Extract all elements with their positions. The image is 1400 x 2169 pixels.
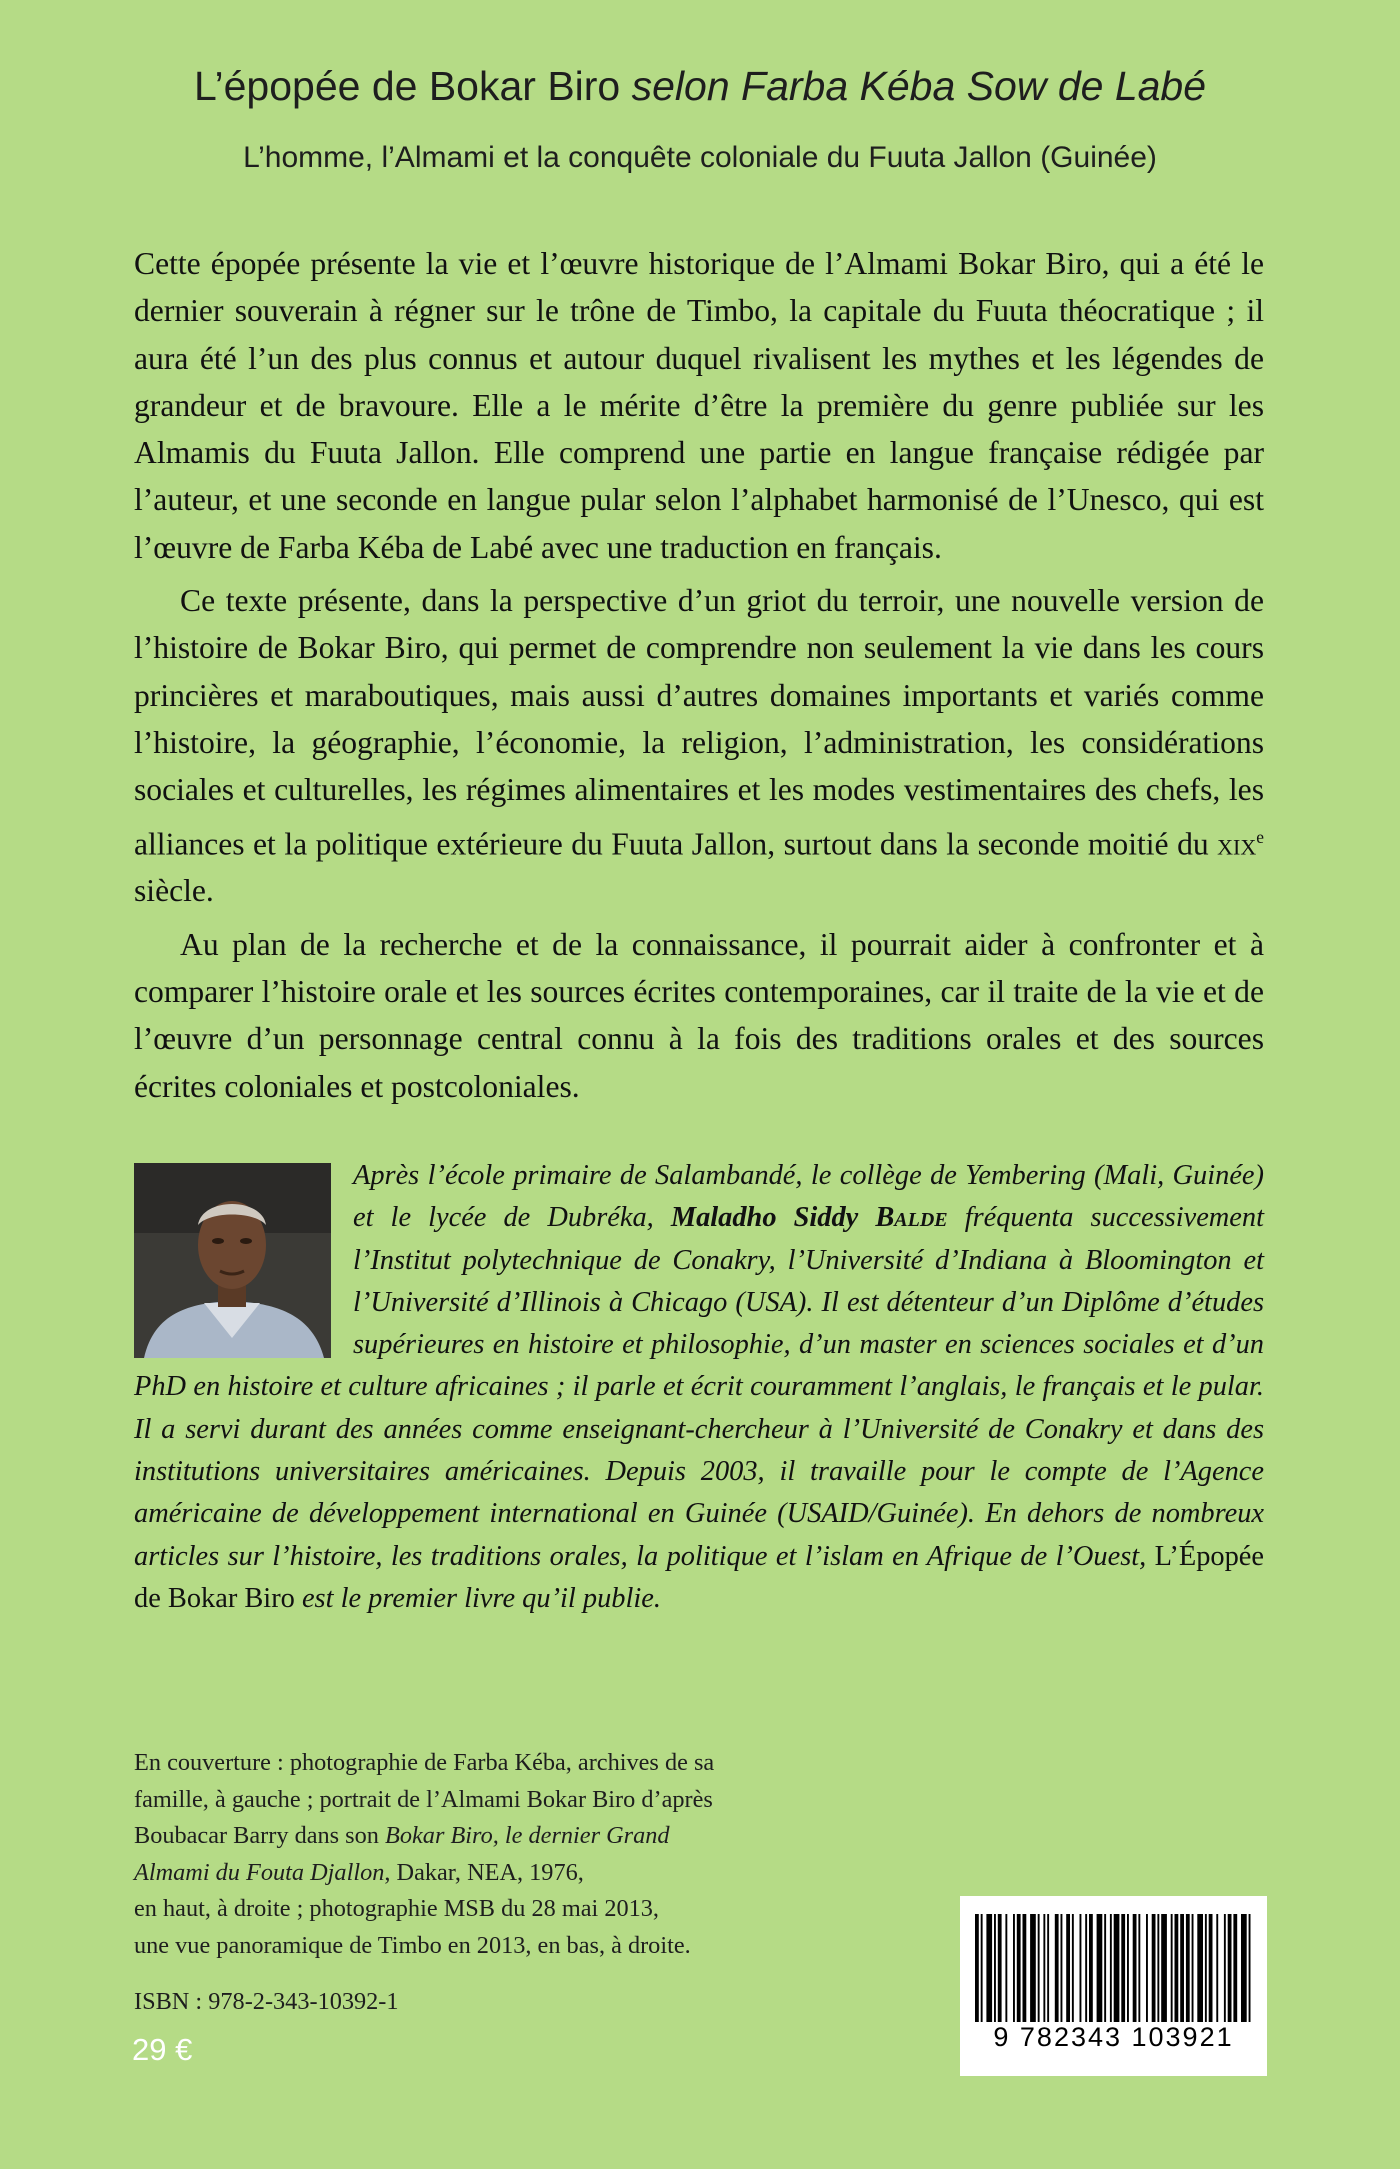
barcode-bars [975, 1914, 1252, 2022]
credits-line-3-plain: Boubacar Barry dans son [134, 1822, 386, 1850]
barcode-bar [1043, 1914, 1045, 2022]
barcode-bar [1121, 1914, 1125, 2022]
barcode-bar [1133, 1914, 1137, 2022]
isbn: ISBN : 978-2-343-10392-1 [134, 1988, 399, 2015]
summary-paragraph-1: Cette épopée présente la vie et l’œuvre historique de l’Almami Bokar Biro, qui a été le dernier souverain à régner sur le trône de Timbo, la capitale du Fuuta théocratique ; il aura été l’un des plus connus et autour duquel rivalisent les mythes et les légendes de grandeur et de bravoure. Elle a le mérite d’être la première du genre publiée sur les Almamis du Fuuta Jallon. Elle comprend une partie en langue française rédigée par l’auteur, et une seconde en langue pular selon l’alphabet harmonisé de l’Unesco, qui est l’œuvre de Farba Kéba de Labé avec une traduction en français. [134, 246, 1264, 565]
barcode-bar [1023, 1914, 1027, 2022]
bio-part-3: est le premier livre qu’il publie. [294, 1582, 661, 1614]
barcode-bar [1013, 1914, 1015, 2022]
cover-credits [134, 1745, 834, 1965]
barcode-bar [1228, 1914, 1232, 2022]
barcode-bar [986, 1914, 992, 2022]
barcode-bar [1175, 1914, 1179, 2022]
barcode-bar [1066, 1914, 1070, 2022]
credits-line-2: famille, à gauche ; portrait de l’Almami Bokar Biro d’après [134, 1785, 713, 1813]
barcode-bar [1114, 1914, 1120, 2022]
credits-line-4-italic: Almami du Fouta Djallon [134, 1858, 385, 1886]
price: 29 € [132, 2032, 193, 2067]
barcode-bar [1097, 1914, 1103, 2022]
barcode-bar [1157, 1914, 1159, 2022]
author-portrait-icon [134, 1163, 331, 1358]
barcode-bar [1089, 1914, 1093, 2022]
barcode-bar [975, 1914, 979, 2022]
barcode-bar [1209, 1914, 1213, 2022]
barcode-bar [1055, 1914, 1059, 2022]
barcode-bar [1205, 1914, 1207, 2022]
bio-part-1: Après l’école primaire de Salambandé, le collège de Yembering (Mali, Guinée) et le lycée de Dubréka, [353, 1160, 1264, 1234]
summary-text [134, 240, 1264, 1116]
bio-book-title: L’Épopée de Bokar Biro [134, 1540, 1264, 1614]
credits-line-1: En couverture : photographie de Farba Kéba, archives de sa [134, 1749, 715, 1776]
barcode-bar [1030, 1914, 1036, 2022]
barcode-bar [1047, 1914, 1049, 2022]
barcode-bar [1224, 1914, 1226, 2022]
author-first-name: Maladho Siddy [670, 1202, 876, 1234]
barcode-bar [1038, 1914, 1040, 2022]
barcode-bar [1061, 1914, 1063, 2022]
barcode [960, 1896, 1267, 2076]
summary-paragraph-3: Au plan de la recherche et de la connaissance, il pourrait aider à confronter et à comparer l’histoire orale et les sources écrites contemporaines, car il traite de la vie et de l’œuvre d’un personnage central connu à la fois des traditions orales et des sources écrites coloniales et postcoloniales. [134, 926, 1264, 1104]
book-title [0, 62, 1400, 111]
summary-paragraph-2 [134, 577, 1264, 915]
bio-part-2: fréquenta successivement l’Institut polytechnique de Conakry, l’Université d’Indiana à Bloomington et l’Université d’Illinois à Chicago (USA). Il est détenteur d’un Diplôme d’études supérieures en histoire et philosophie, d’un master en sciences sociales et d’un PhD en histoire et culture africaines ; il parle et écrit couramment l’anglais, le français et le pular. Il a servi durant des années comme enseignant-chercheur à l’Université de Conakry et dans des institutions universitaires américaines. Depuis 2003, il travaille pour le compte de l’Agence américaine de développement international en Guinée (USAID/Guinée). En dehors de nombreux articles sur l’histoire, les traditions orales, la politique et l’islam en Afrique de l’Ouest, [134, 1202, 1264, 1572]
barcode-bar [1180, 1914, 1184, 2022]
barcode-bar [1080, 1914, 1082, 2022]
credits-line-5: en haut, à droite ; photographie MSB du 28 mai 2013, [134, 1895, 660, 1923]
summary-p2-end: siècle. [134, 873, 214, 909]
credits-line-4 [134, 1855, 834, 1892]
barcode-bar [1152, 1914, 1156, 2022]
author-photo [134, 1163, 331, 1358]
barcode-digits: 9 782343 103921 [993, 2022, 1234, 2052]
credits-line-3 [134, 1818, 834, 1855]
credits-line-4-plain: , Dakar, NEA, 1976, [384, 1858, 584, 1886]
title-italic: selon Farba Kéba Sow de Labé [631, 63, 1207, 109]
barcode-bar [981, 1914, 983, 2022]
barcode-bar [1192, 1914, 1194, 2022]
credits-line-6: une vue panoramique de Timbo en 2013, en bas, à droite. [134, 1931, 691, 1959]
barcode-bar [1127, 1914, 1129, 2022]
barcode-bar [1241, 1914, 1247, 2022]
barcode-bar [1085, 1914, 1087, 2022]
book-subtitle: L’homme, l’Almami et la conquête coloniale du Fuuta Jallon (Guinée) [243, 141, 1157, 174]
barcode-bar [1138, 1914, 1140, 2022]
barcode-bar [1171, 1914, 1173, 2022]
barcode-bar [1186, 1914, 1190, 2022]
barcode-bar [998, 1914, 1002, 2022]
barcode-bar [1110, 1914, 1112, 2022]
author-bio [134, 1155, 1264, 1620]
century-superscript: e [1256, 827, 1264, 847]
barcode-bar [1072, 1914, 1074, 2022]
barcode-bar [1216, 1914, 1218, 2022]
barcode-bar [1233, 1914, 1237, 2022]
author-last-name: Balde [875, 1202, 948, 1234]
barcode-bar [1197, 1914, 1203, 2022]
title-plain: L’épopée de Bokar Biro [193, 63, 632, 109]
summary-p2-start: Ce texte présente, dans la perspective d’un griot du terroir, une nouvelle version de l’histoire de Bokar Biro, qui permet de comprendre non seulement la vie dans les cours princières et maraboutiques, mais aussi d’autres domaines importants et variés comme l’histoire, la géographie, l’économie, la religion, l’administration, les considérations sociales et culturelles, les régimes alimentaires et les modes vestimentaires des chefs, les alliances et la politique extérieure du Fuuta Jallon, surtout dans la seconde moitié du [134, 583, 1264, 862]
credits-line-3-italic: Bokar Biro, le dernier Grand [385, 1822, 670, 1850]
barcode-bar [1161, 1914, 1167, 2022]
barcode-bar [1005, 1914, 1007, 2022]
barcode-bar [1146, 1914, 1148, 2022]
century-numeral: xix [1217, 826, 1257, 862]
barcode-bar [994, 1914, 996, 2022]
barcode-bar [1104, 1914, 1106, 2022]
barcode-bar [1249, 1914, 1251, 2022]
barcode-bar [1017, 1914, 1021, 2022]
